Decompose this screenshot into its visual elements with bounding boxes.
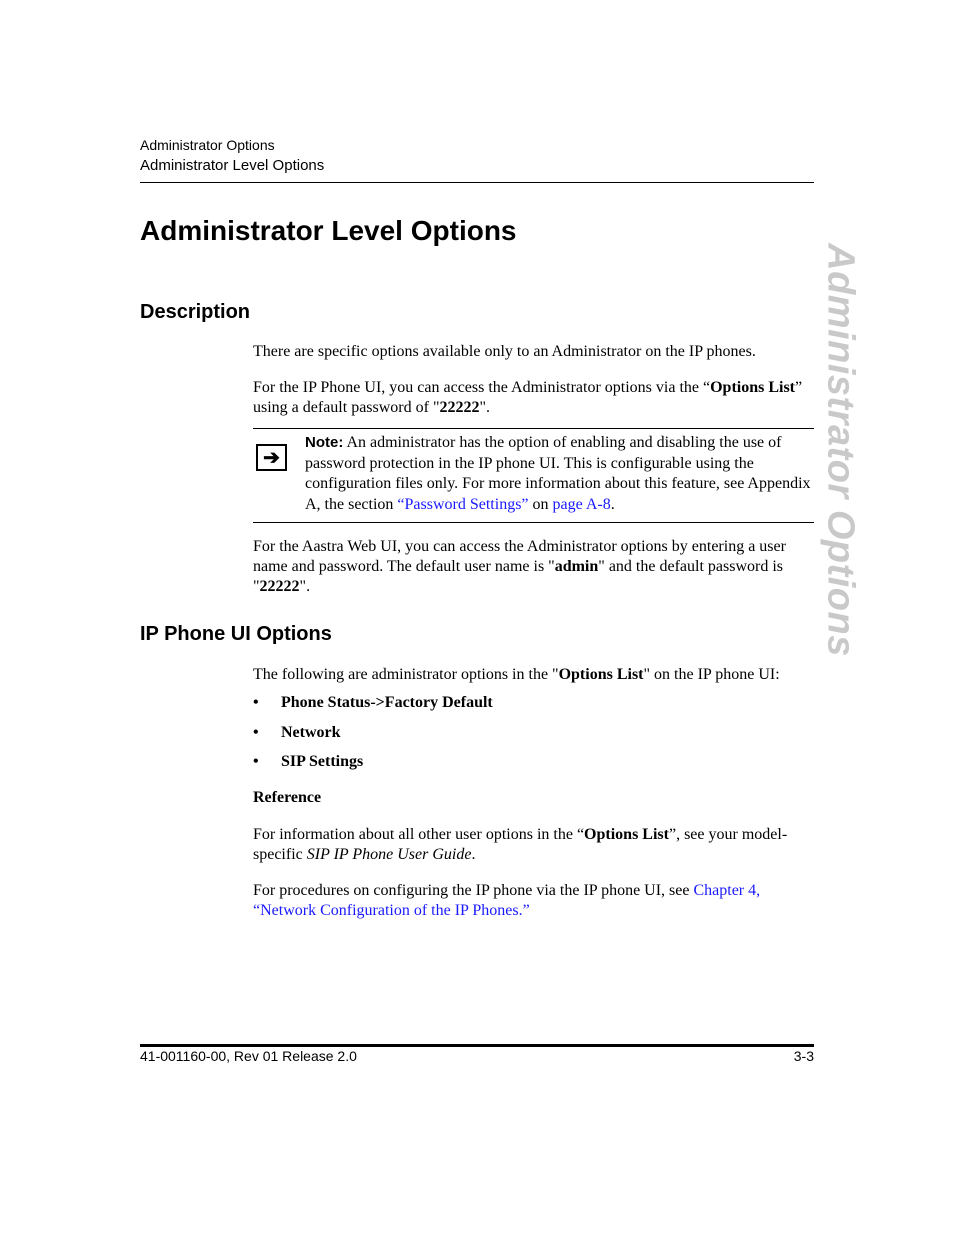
side-tab-label: Administrator Options: [819, 243, 862, 657]
p2-text-c: ” using a default password of ": [253, 379, 803, 416]
note-text-a: An administrator has the option of enabling and disabling the use of password protection in the IP phone UI. This is configurable using the configuration files only. For more information about this feature, see Appendix A, the section: [305, 434, 811, 513]
footer-doc-id: 41-001160-00, Rev 01 Release 2.0: [140, 1048, 357, 1064]
description-paragraph-2: [253, 378, 815, 418]
footer-page-number: 3-3: [793, 1048, 814, 1064]
page-a8-link[interactable]: page A-8: [552, 495, 611, 513]
p3-text-c: " and the default password is ": [253, 558, 783, 595]
default-password: 22222: [439, 399, 480, 416]
reference-heading: Reference: [253, 789, 322, 806]
user-guide-title: SIP IP Phone User Guide: [306, 846, 472, 863]
description-heading: Description: [140, 301, 251, 323]
bullet-marker: •: [253, 753, 259, 770]
side-tab: [819, 243, 862, 657]
p3-text-e: ".: [299, 578, 311, 595]
intro-text-c: " on the IP phone UI:: [643, 666, 780, 683]
bullet-marker: •: [253, 724, 259, 741]
bullet-marker: •: [253, 694, 259, 711]
bullet-item: Phone Status->Factory Default: [281, 694, 493, 711]
note-top-rule: [253, 428, 814, 429]
description-paragraph-3: [253, 537, 815, 597]
p3-text-a: For the Aastra Web UI, you can access the Administrator options by entering a user name and password. The default user name is ": [253, 538, 786, 575]
web-default-password: 22222: [259, 578, 300, 595]
ref2-text-a: For procedures on configuring the IP phone via the IP phone UI, see: [253, 882, 694, 899]
note-text-c: .: [610, 495, 615, 513]
chapter-4-link[interactable]: Chapter 4, “Network Configuration of the IP Phones.”: [253, 882, 761, 919]
p2-text-a: For the IP Phone UI, you can access the Administrator options via the “: [253, 379, 711, 396]
description-paragraph-1: There are specific options available only to an Administrator on the IP phones.: [253, 343, 756, 360]
ref1-text-c: ”, see your model-specific: [253, 826, 788, 863]
reference-paragraph-1: [253, 825, 815, 865]
note-bottom-rule: [253, 522, 814, 523]
note-box: [305, 433, 815, 515]
arrow-right-icon: ➔: [256, 444, 287, 471]
bullet-item: Network: [281, 724, 341, 741]
intro-text-a: The following are administrator options in the ": [253, 666, 559, 683]
ref1-text-a: For information about all other user options in the “: [253, 826, 585, 843]
running-header-section: Administrator Level Options: [140, 157, 325, 174]
p2-text-e: ".: [479, 399, 491, 416]
intro-options-list: Options List: [558, 666, 644, 683]
options-list-term: Options List: [710, 379, 796, 396]
page-title: Administrator Level Options: [140, 215, 517, 246]
note-label: Note:: [305, 434, 344, 451]
ref1-text-e: .: [471, 846, 476, 863]
default-username: admin: [554, 558, 599, 575]
ip-phone-intro: [253, 665, 815, 685]
running-header-chapter: Administrator Options: [140, 137, 275, 153]
ip-phone-ui-options-heading: IP Phone UI Options: [140, 623, 332, 645]
bullet-item: SIP Settings: [281, 753, 364, 770]
footer-divider: [140, 1044, 814, 1047]
password-settings-link[interactable]: “Password Settings”: [397, 495, 529, 513]
ref1-options-list: Options List: [584, 826, 669, 843]
reference-paragraph-2: [253, 881, 815, 921]
note-text-b: on: [528, 495, 553, 513]
header-divider: [140, 182, 814, 183]
